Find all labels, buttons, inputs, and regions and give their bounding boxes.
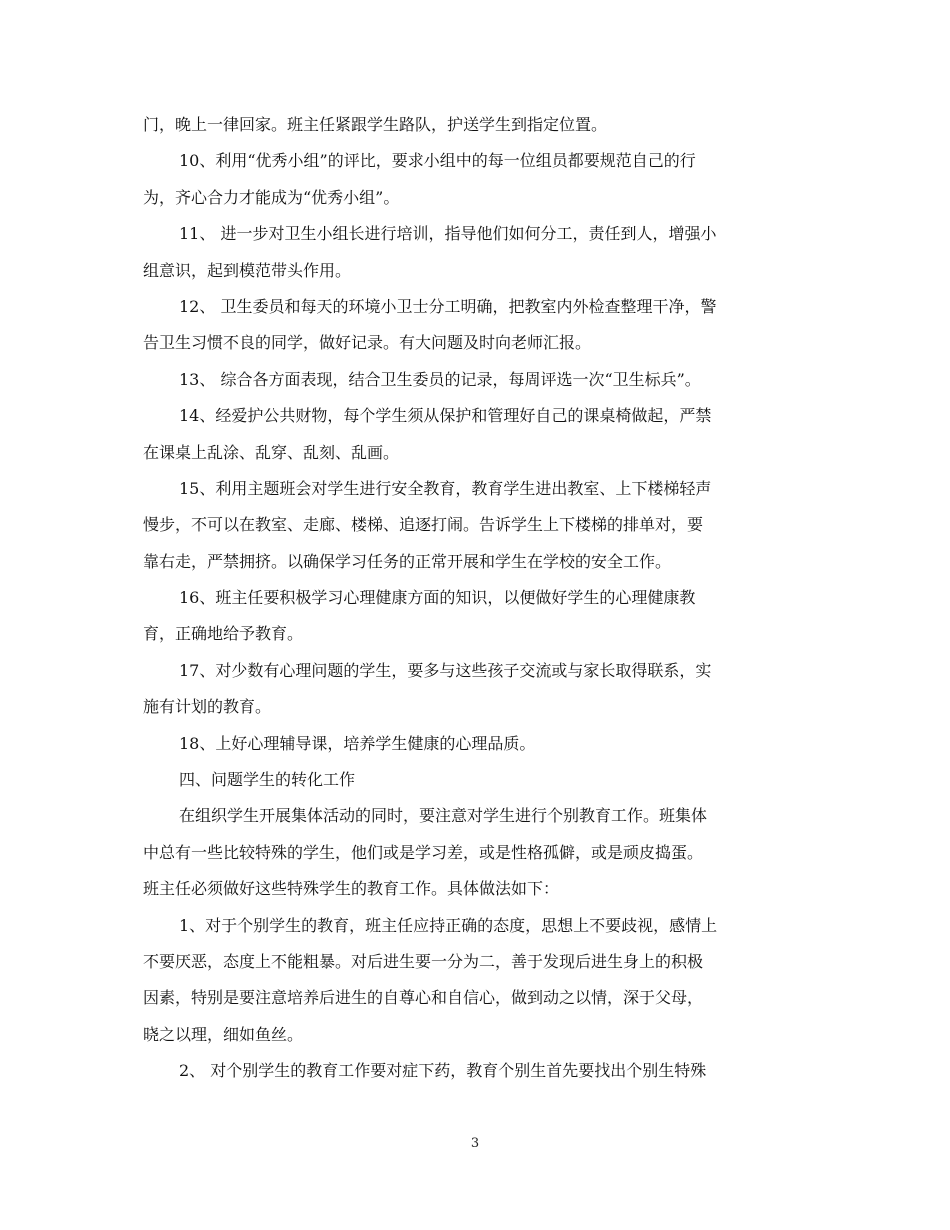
text-line: 不要厌恶，态度上不能粗暴。对后进生要一分为二，善于发现后进生身上的积极 [143, 951, 704, 971]
page-number: 3 [470, 1136, 480, 1151]
text-line: 靠右走，严禁拥挤。以确保学习任务的正常开展和学生在学校的安全工作。 [143, 551, 672, 571]
text-line: 1、对于个别学生的教育，班主任应持正确的态度，思想上不要歧视，感情上 [179, 915, 718, 935]
text-line: 组意识，起到模范带头作用。 [143, 260, 352, 280]
text-line: 慢步，不可以在教室、走廊、楼梯、追逐打闹。告诉学生上下楼梯的排单对，要 [143, 515, 704, 535]
text-line: 11、 进一步对卫生小组长进行培训，指导他们如何分工，责任到人，增强小 [179, 224, 717, 244]
text-line: 门，晚上一律回家。班主任紧跟学生路队，护送学生到指定位置。 [143, 115, 608, 134]
text-line: 班主任必须做好这些特殊学生的教育工作。具体做法如下： [143, 879, 560, 899]
text-line: 2、 对个别学生的教育工作要对症下药，教育个别生首先要找出个别生特殊 [179, 1061, 707, 1081]
text-line: 育，正确地给予教育。 [143, 624, 304, 644]
text-line: 17、对少数有心理问题的学生，要多与这些孩子交流或与家长取得联系，实 [179, 660, 712, 680]
text-line: 在课桌上乱涂、乱穿、乱刻、乱画。 [143, 442, 400, 462]
text-line: 14、经爱护公共财物，每个学生须从保护和管理好自己的课桌椅做起，严禁 [179, 406, 712, 426]
text-line: 晓之以理，细如鱼丝。 [143, 1024, 304, 1044]
text-line: 10、利用“优秀小组”的评比，要求小组中的每一位组员都要规范自己的行 [179, 151, 696, 171]
section-heading: 四、问题学生的转化工作 [179, 770, 356, 790]
document-body [143, 112, 808, 1095]
text-line: 15、利用主题班会对学生进行安全教育，教育学生进出教室、上下楼梯轻声 [179, 478, 712, 498]
text-line: 为，齐心合力才能成为“优秀小组”。 [143, 187, 400, 207]
text-line: 在组织学生开展集体活动的同时，要注意对学生进行个别教育工作。班集体 [179, 806, 708, 826]
text-line: 施有计划的教育。 [143, 697, 272, 717]
text-line: 中总有一些比较特殊的学生，他们或是学习差，或是性格孤僻，或是顽皮捣蛋。 [143, 842, 704, 862]
text-line: 18、上好心理辅导课，培养学生健康的心理品质。 [179, 733, 536, 753]
text-line: 12、 卫生委员和每天的环境小卫士分工明确，把教室内外检查整理干净，警 [179, 296, 717, 316]
text-line: 因素，特别是要注意培养后进生的自尊心和自信心，做到动之以情，深于父母， [143, 988, 704, 1008]
text-line: 告卫生习惯不良的同学，做好记录。有大问题及时向老师汇报。 [143, 333, 592, 353]
text-line: 13、 综合各方面表现，结合卫生委员的记录，每周评选一次“卫生标兵”。 [179, 369, 701, 389]
text-line: 16、班主任要积极学习心理健康方面的知识，以便做好学生的心理健康教 [179, 588, 696, 608]
